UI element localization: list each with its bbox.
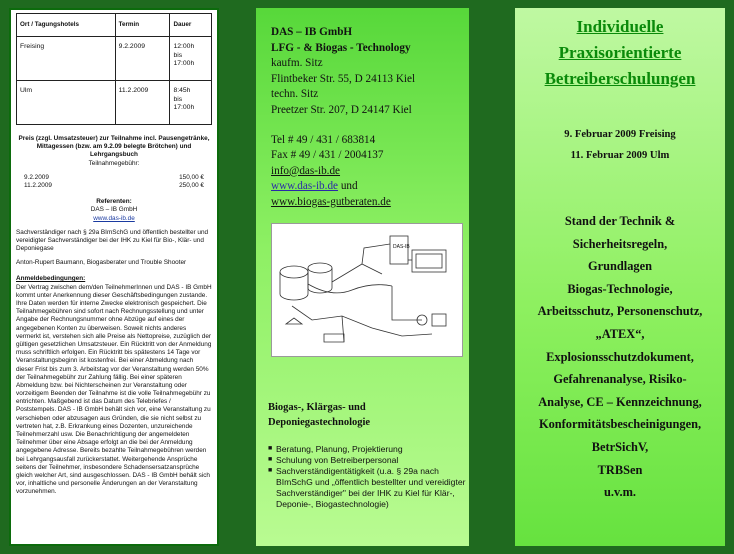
and-text: und [338,180,358,193]
middle-panel [256,8,469,546]
price-row [16,174,212,182]
price-row [16,182,212,190]
table-cell: Freising [17,37,116,81]
topic-line: u.v.m. [603,485,637,500]
left-panel [9,8,219,546]
list-item [268,444,466,455]
diagram-label: DAS-IB [393,244,410,250]
table-cell [170,81,212,125]
list-item [268,466,466,510]
table-cell: 9.2.2009 [115,37,170,81]
table-header: Termin [115,14,170,37]
table-row [17,81,212,125]
time-sep: bis [173,51,183,59]
tech-seat-label: techn. Sitz [271,88,319,101]
topic-line: Gefahrenanalyse, Risiko- [553,372,687,387]
seat-label: kaufm. Sitz [271,57,323,70]
square-bullet-icon: ■ [268,466,273,474]
seat-address: Flintbeker Str. 55, D 24113 Kiel [271,72,416,85]
referent-website-link[interactable]: www.das-ib.de [93,214,135,222]
company-name: DAS – IB GmbH [271,26,353,38]
time-sep: bis [173,95,183,103]
fax-number: Fax # 49 / 431 / 2004137 [271,149,384,162]
service-text: Sachverständigentätigkeit (u.a. § 29a nach BImSchG und „öffentlich bestellter und vereidigter Sachverständiger" bei der IHK zu Kiel für Klär-, Deponie-, Biogastechnologie) [276,465,466,509]
table-row [17,37,212,81]
square-bullet-icon: ■ [268,445,273,452]
topic-line: TRBSen [597,462,643,477]
topic-line: Konformitätsbescheinigungen, [538,417,702,432]
service-text: Beratung, Planung, Projektierung [276,444,403,454]
biogas-plant-diagram [271,223,463,357]
topic-line: „ATEX“, [595,326,645,341]
title-line: Individuelle [576,17,664,36]
table-cell: Ulm [17,81,116,125]
price-subtitle: Teilnahmegebühr: [88,159,140,167]
time-start: 12:00h [173,43,195,50]
price-title: Preis (zzgl. Umsatzsteuer) zur Teilnahme incl. Pausengetränke, Mittagessen (bzw. am 9.2.09 belegte Brötchen) und Lehrgangsbuch [18,135,210,159]
price-amount: 250,00 € [179,181,204,189]
price-amount: 150,00 € [179,173,204,181]
conditions-title: Anmeldebedingungen: [16,275,86,283]
title-line: Praxisorientierte [558,43,682,62]
table-cell: 11.2.2009 [115,81,170,125]
topic-line: Stand der Technik & [564,214,676,228]
square-bullet-icon: ■ [268,455,273,463]
division-name: LFG - & Biogas - Technology [271,41,411,54]
table-header-row [17,14,212,37]
referent-org: DAS – IB GmbH [90,206,138,214]
list-item [268,455,466,466]
price-date: 11.2.2009 [24,181,52,189]
plant-sketch [272,224,462,356]
table-cell [170,37,212,81]
right-panel [515,8,725,546]
topic-line: Grundlagen [587,259,653,274]
topic-line: Sicherheitsregeln, [572,236,668,251]
table-header: Dauer [170,14,212,37]
table-header: Ort / Tagungshotels [17,14,116,37]
topic-line: BetrSichV, [591,439,649,454]
person-text: Anton-Rupert Baumann, Biogasberater und Trouble Shooter [16,259,187,267]
time-start: 8:45h [173,87,191,94]
website-link-biogas[interactable]: www.biogas-gutberaten.de [271,195,391,208]
tech-seat-address: Preetzer Str. 207, D 24147 Kiel [271,103,412,116]
flyer-title [515,14,725,92]
event-dates [515,124,725,166]
time-end: 17:00h [173,60,195,68]
service-text: Schulung von Betreiberpersonal [276,454,399,465]
topic-line: Explosionsschutzdokument, [546,349,694,364]
price-date: 9.2.2009 [24,173,49,181]
topic-line: Analyse, CE – Kennzeichnung, [538,394,702,409]
schedule-table [16,13,212,125]
referents-title: Referenten: [96,198,132,206]
services-list [268,444,466,509]
time-end: 17:00h [173,104,195,112]
expert-text: Sachverständiger nach § 29a BImSchG und öffentlich bestellter und vereidigter Sachverständiger bei der IHK zu Kiel für Bio-, Klär- und Deponiegase [16,228,209,253]
phone-number: Tel # 49 / 431 / 683814 [271,133,376,146]
topic-line: Biogas-Technologie, [567,281,673,296]
topic-line: Arbeitsschutz, Personenschutz, [537,304,703,319]
contact-block [271,25,461,211]
title-line: Betreiberschulungen [544,69,696,88]
event-date: 9. Februar 2009 Freising [564,129,676,140]
event-date: 11. Februar 2009 Ulm [570,150,670,161]
website-link[interactable]: www.das-ib.de [271,180,339,193]
technology-title: Biogas-, Klärgas- und Deponiegastechnologie [268,402,371,428]
email-link[interactable]: info@das-ib.de [271,164,341,177]
topics-list [515,210,725,504]
conditions-text: Der Vertrag zwischen dem/den TeilnehmerInnen und DAS - IB GmbH kommt unter Anerkennung dieser Geschäftsbedingungen zustande. Ihre Daten werden für interne Zwecke elektronisch gespeichert. Die Teilnahmegebühren sind sofort nach Rechnungsstellung und unter Angabe der Rechnungsnummer ohne Abzüge auf eines der angegebenen Konten zu überweisen. Soweit nichts anderes vermerkt ist, verstehen sich alle Preise als Nettopreise, zuzüglich der gültigen gesetzlichen Umsatzsteuer. Ein Rücktritt von der Anmeldung muss schriftlich erfolgen. Ein Rücktritt bis spätestens 14 Tage vor Veranstaltungsbeginn ist kostenfrei. Bei einer Abmeldung nach dieser Frist bis zum 3. Arbeitstag vor der Veranstaltung werden 50% der Teilnahmegebühr zur Zahlung fällig. Bei einer späteren Abmeldung bzw. bei Nichterscheinen zur Veranstaltung oder vorzeitigem Beenden der Teilnahme ist die volle Teilnahmegebühr zu entrichten. Maßgebend ist das Datum des Telebriefes / Poststempels. DAS - IB GmbH behält sich vor, eine Veranstaltung zu verschieben oder abzusagen aus Gründen, die sie nicht selbst zu vertreten hat, z.B. Erkrankung eines Dozenten, unzureichende Teilnehmerzahl usw. Die Benachrichtigung der angemeldeten Teilnehmer über eine Absage erfolgt an die bei der Anmeldung angegebene Adresse. Bereits bezahlte Teilnahmegebühren werden bei Lehrgangsausfall zurückerstattet. Weitergehende Ansprüche seitens der Teilnehmer, insbesondere Schadensersatzansprüche gleich welcher Art, sind ausgeschlossen. DAS - IB GmbH behält sich vor, inhaltliche und personelle Änderungen an der Veranstaltung vorzunehmen. [16,283,212,496]
